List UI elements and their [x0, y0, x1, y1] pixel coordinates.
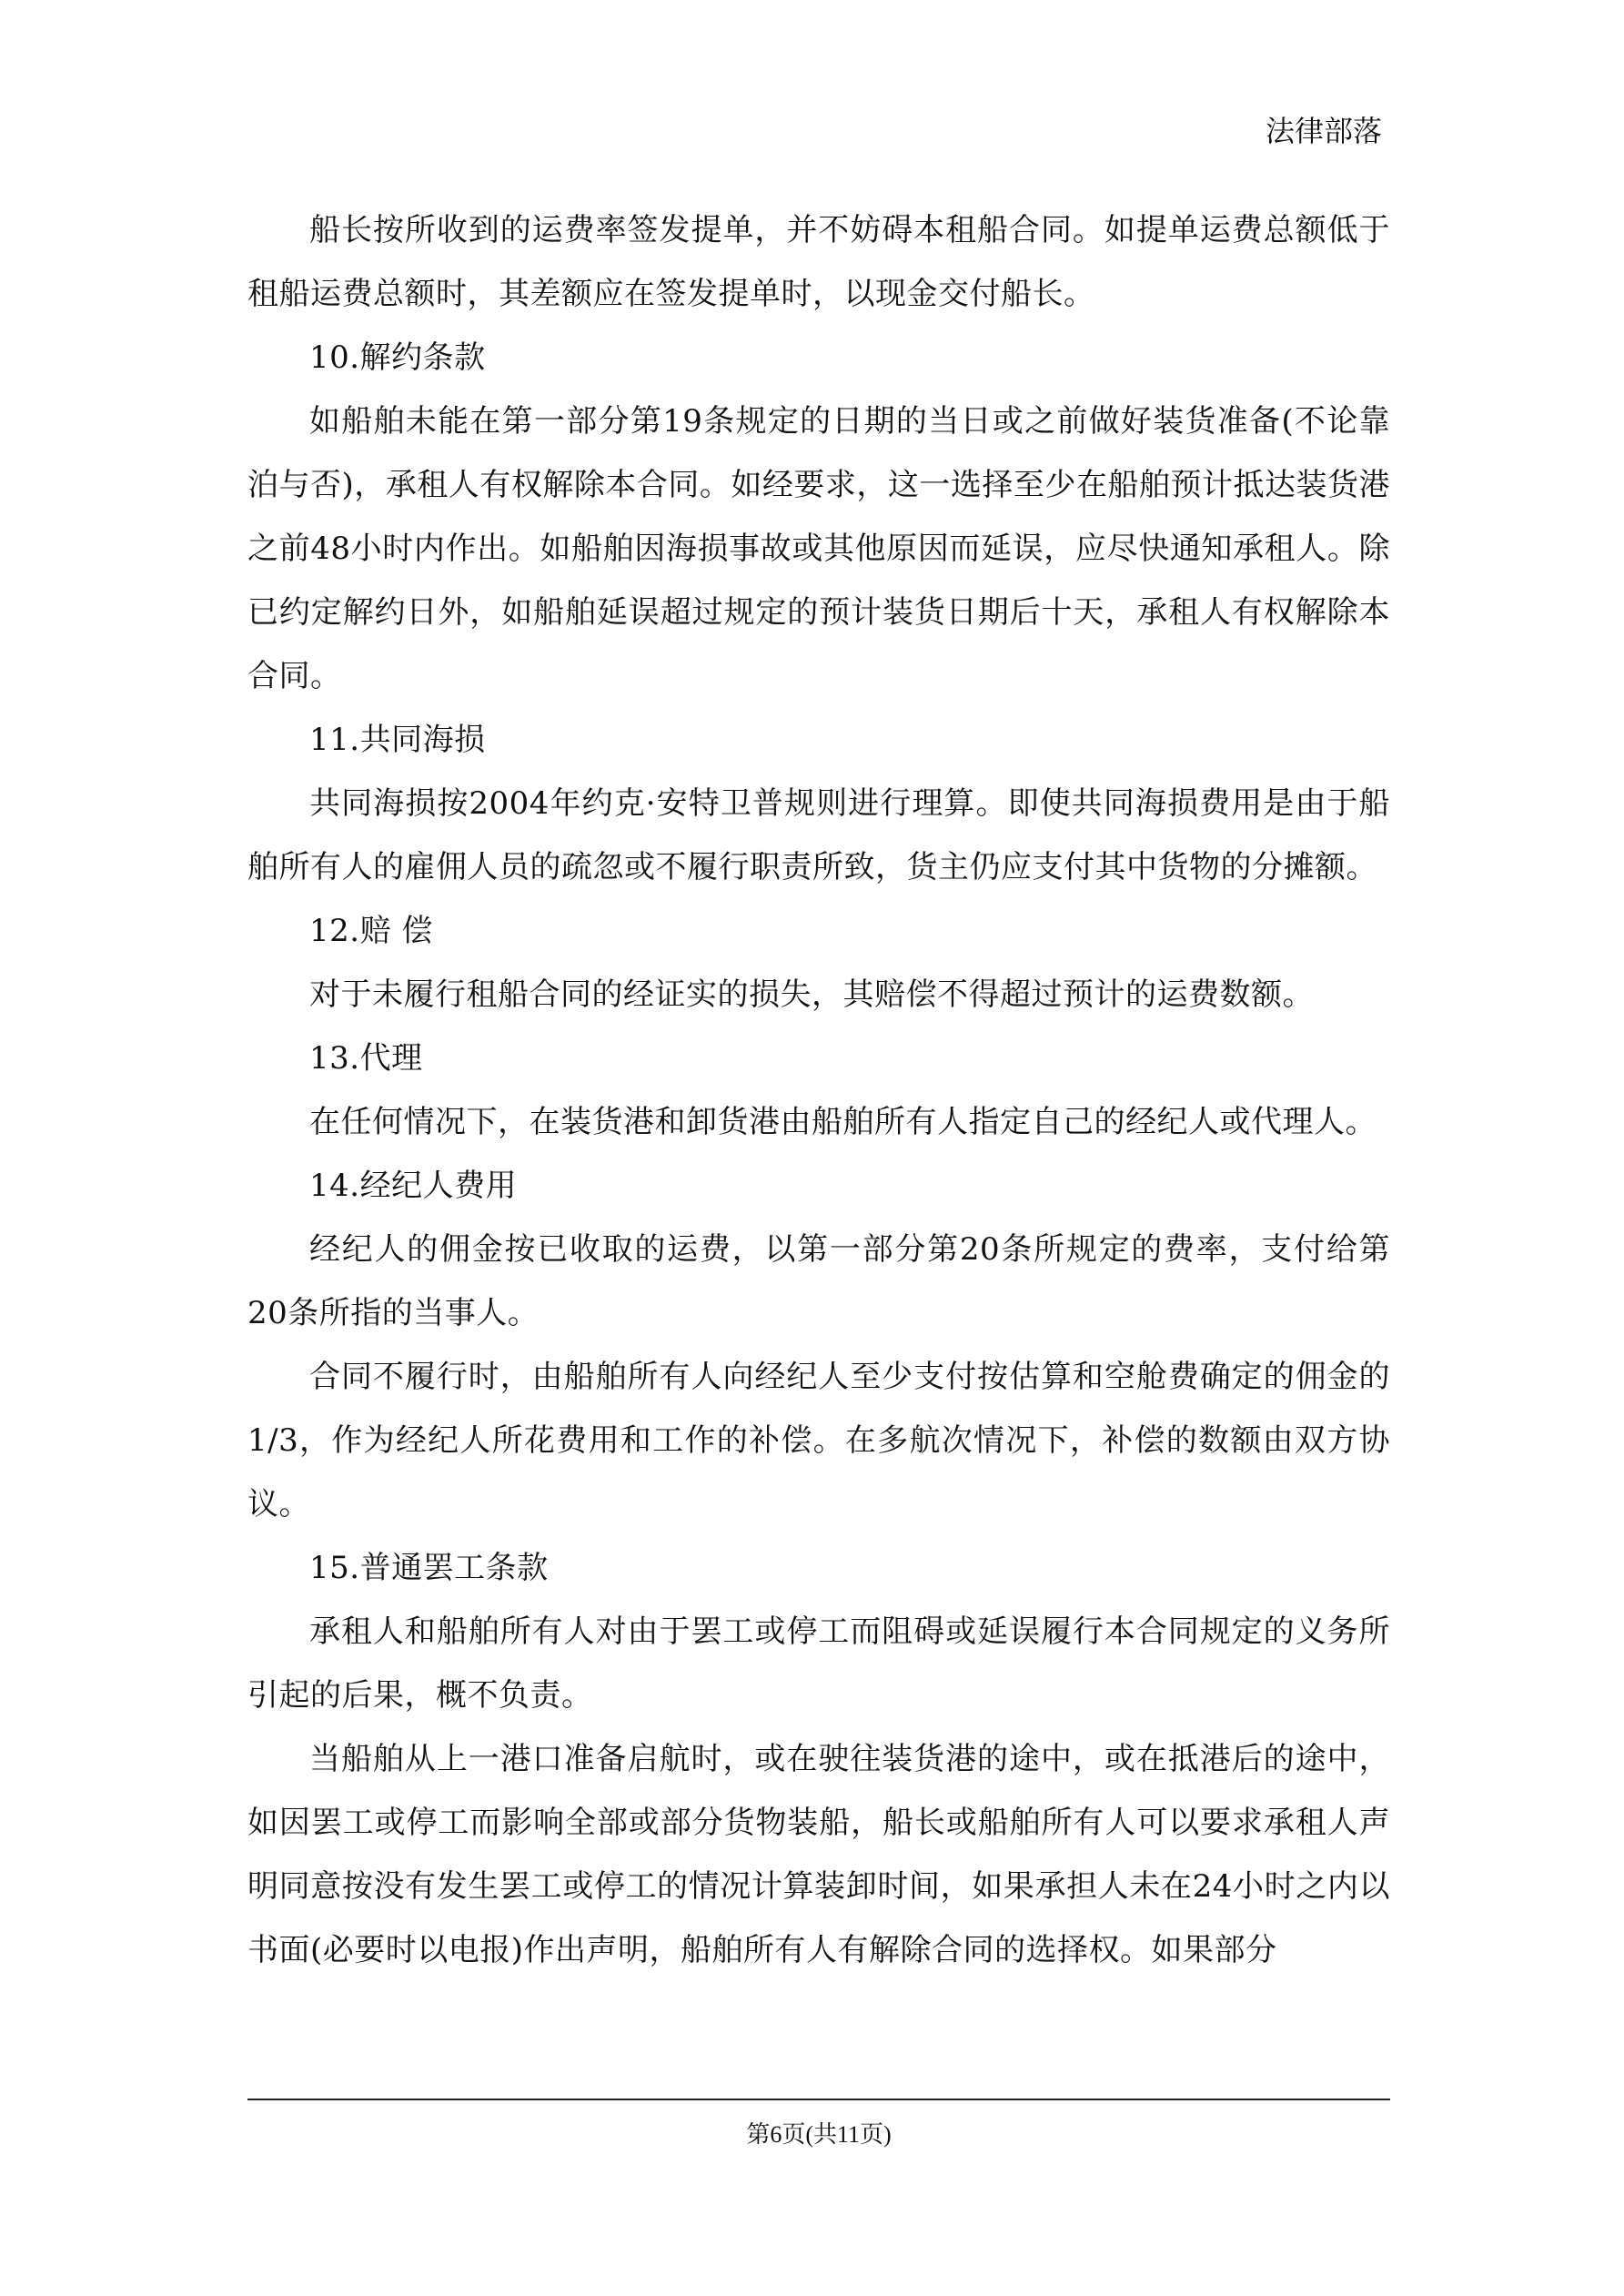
- section-heading-10: 10.解约条款: [309, 339, 486, 376]
- paragraph: 合同不履行时，由船舶所有人向经纪人至少支付按估算和空舱费确定的佣金的1/3，作为经纪人所花费用和工作的补偿。在多航次情况下，补偿的数额由双方协议。: [247, 1359, 1390, 1522]
- paragraph: 承租人和船舶所有人对由于罢工或停工而阻碍或延误履行本合同规定的义务所引起的后果，概不负责。: [247, 1613, 1390, 1714]
- paragraph: 对于未履行租船合同的经证实的损失，其赔偿不得超过预计的运费数额。: [309, 976, 1314, 1013]
- paragraph: 经纪人的佣金按已收取的运费，以第一部分第20条所规定的费率，支付给第20条所指的当事人。: [247, 1231, 1390, 1331]
- section-heading-13: 13.代理: [309, 1040, 423, 1077]
- section-heading-15: 15.普通罢工条款: [309, 1550, 549, 1586]
- paragraph: 在任何情况下，在装货港和卸货港由船舶所有人指定自己的经纪人或代理人。: [309, 1104, 1377, 1140]
- paragraph: 船长按所收到的运费率签发提单，并不妨碍本租船合同。如提单运费总额低于租船运费总额时，其差额应在签发提单时，以现金交付船长。: [247, 212, 1390, 312]
- section-heading-14: 14.经纪人费用: [309, 1168, 518, 1204]
- page-number: 第6页(共11页): [746, 2121, 892, 2148]
- section-heading-11: 11.共同海损: [309, 722, 486, 758]
- paragraph: 如船舶未能在第一部分第19条规定的日期的当日或之前做好装货准备(不论靠泊与否)，承租人有权解除本合同。如经要求，这一选择至少在船舶预计抵达装货港之前48小时内作出。如船舶因海损事故或其他原因而延误，应尽快通知承租人。除已约定解约日外，如船舶延误超过规定的预计装货日期后十天，承租人有权解除本合同。: [247, 403, 1390, 694]
- header-brand: 法律部落: [1265, 114, 1382, 148]
- section-heading-12: 12.赔 偿: [309, 913, 433, 949]
- paragraph: 共同海损按2004年约克·安特卫普规则进行理算。即使共同海损费用是由于船舶所有人的雇佣人员的疏忽或不履行职责所致，货主仍应支付其中货物的分摊额。: [247, 785, 1390, 885]
- footer-divider: [247, 2099, 1390, 2100]
- paragraph: 当船舶从上一港口准备启航时，或在驶往装货港的途中，或在抵港后的途中，如因罢工或停工而影响全部或部分货物装船，船长或船舶所有人可以要求承租人声明同意按没有发生罢工或停工的情况计算装卸时间，如果承担人未在24小时之内以书面(必要时以电报)作出声明，船舶所有人有解除合同的选择权。如果部分: [247, 1741, 1390, 1968]
- document-body: [247, 198, 1390, 1982]
